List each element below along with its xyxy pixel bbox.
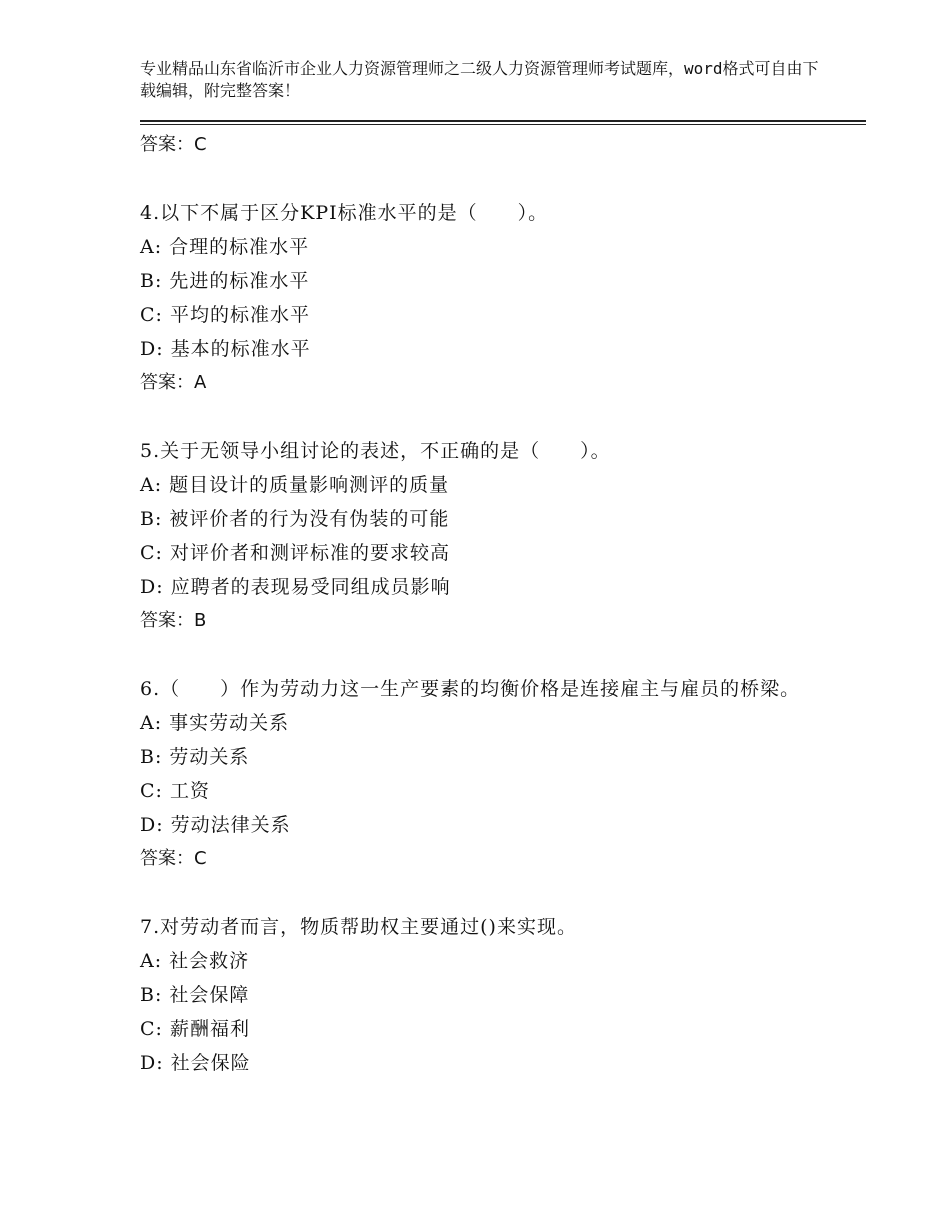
option-c: C: 薪酬福利 xyxy=(140,1018,250,1040)
question-stem: 4.以下不属于区分KPI标准水平的是（ ）。 xyxy=(140,202,549,224)
option-a: A: 事实劳动关系 xyxy=(140,712,290,734)
option-d: D: 劳动法律关系 xyxy=(140,814,291,836)
option-d: D: 社会保险 xyxy=(140,1052,251,1074)
answer-label: 答案： xyxy=(140,372,194,393)
header-rule xyxy=(140,120,866,122)
option-a: A: 题目设计的质量影响测评的质量 xyxy=(140,474,450,496)
answer-label: 答案： xyxy=(140,848,194,869)
option-c: C: 对评价者和测评标准的要求较高 xyxy=(140,542,450,564)
answer-line xyxy=(140,128,840,162)
answer-label: 答案： xyxy=(140,610,194,631)
option-a: A: 合理的标准水平 xyxy=(140,236,310,258)
option-b: B: 社会保障 xyxy=(140,984,250,1006)
question-5 xyxy=(140,434,840,638)
question-list xyxy=(140,128,840,1080)
option-b: B: 劳动关系 xyxy=(140,746,250,768)
answer-value: A xyxy=(194,372,207,393)
question-stem: 7.对劳动者而言，物质帮助权主要通过()来实现。 xyxy=(140,916,577,938)
page-header: 专业精品山东省临沂市企业人力资源管理师之二级人力资源管理师考试题库，word格式可自由下载编辑，附完整答案！ xyxy=(140,59,819,100)
answer-line xyxy=(140,842,840,876)
answer-value: C xyxy=(194,134,207,155)
question-4 xyxy=(140,196,840,400)
option-c: C: 工资 xyxy=(140,780,210,802)
option-b: B: 被评价者的行为没有伪装的可能 xyxy=(140,508,450,530)
answer-value: B xyxy=(194,610,207,631)
answer-line xyxy=(140,604,840,638)
option-b: B: 先进的标准水平 xyxy=(140,270,310,292)
option-d: D: 应聘者的表现易受同组成员影响 xyxy=(140,576,451,598)
question-6 xyxy=(140,672,840,876)
header-rule-thin xyxy=(140,124,866,125)
answer-line xyxy=(140,366,840,400)
question-stem: 6.（ ）作为劳动力这一生产要素的均衡价格是连接雇主与雇员的桥梁。 xyxy=(140,678,801,700)
question-7 xyxy=(140,910,840,1080)
option-d: D: 基本的标准水平 xyxy=(140,338,311,360)
answer-label: 答案： xyxy=(140,134,194,155)
answer-value: C xyxy=(194,848,207,869)
question-stem: 5.关于无领导小组讨论的表述，不正确的是（ ）。 xyxy=(140,440,611,462)
option-c: C: 平均的标准水平 xyxy=(140,304,310,326)
option-a: A: 社会救济 xyxy=(140,950,250,972)
